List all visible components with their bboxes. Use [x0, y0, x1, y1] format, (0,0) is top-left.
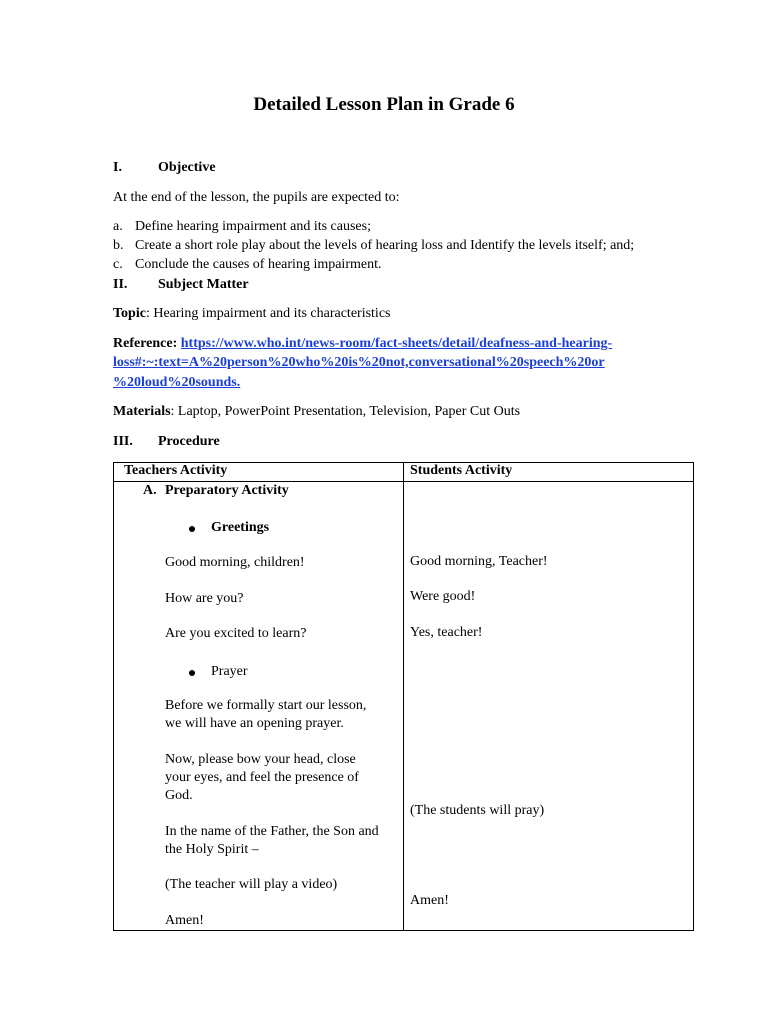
reference-link[interactable]: https://www.who.int/news-room/fact-sheets/detail/deafness-and-hearing-: [180, 336, 613, 351]
teacher-line: Amen!: [165, 913, 204, 928]
objective-item: Define hearing impairment and its causes;: [135, 219, 371, 234]
teacher-line: How are you?: [165, 591, 244, 606]
page-title: Detailed Lesson Plan in Grade 6: [253, 94, 515, 115]
section-marker: A.: [143, 483, 157, 498]
materials-value: : Laptop, PowerPoint Presentation, Television, Paper Cut Outs: [170, 404, 521, 419]
teacher-activity-cell: [114, 482, 404, 931]
section-heading-subject-matter: Subject Matter: [158, 277, 249, 292]
section-title: Preparatory Activity: [165, 483, 289, 498]
objective-item: Conclude the causes of hearing impairment.: [135, 257, 382, 272]
procedure-table: [113, 462, 694, 931]
teacher-line: Before we formally start our lesson,: [165, 698, 367, 713]
topic-value: : Hearing impairment and its characteristics: [145, 306, 391, 321]
teacher-line: In the name of the Father, the Son and: [165, 824, 379, 839]
teacher-line: Now, please bow your head, close: [165, 752, 356, 767]
student-line: Good morning, Teacher!: [410, 554, 548, 569]
reference-link[interactable]: %20loud%20sounds.: [113, 375, 241, 390]
student-line: (The students will pray): [410, 803, 545, 818]
section-heading-objective: Objective: [158, 160, 216, 175]
section-numeral-objective: I.: [113, 160, 122, 175]
section-numeral-procedure: III.: [113, 434, 133, 449]
topic-line: [113, 306, 390, 322]
objective-intro: At the end of the lesson, the pupils are expected to:: [113, 190, 400, 205]
objective-marker: c.: [113, 257, 123, 272]
reference-label: Reference:: [113, 336, 178, 351]
bullet-icon: [189, 670, 195, 676]
teacher-line: (The teacher will play a video): [165, 877, 338, 892]
objective-marker: b.: [113, 238, 124, 253]
student-line: Yes, teacher!: [410, 625, 483, 640]
reference-line-1: [113, 336, 612, 352]
student-line: Amen!: [410, 893, 449, 908]
section-heading-procedure: Procedure: [158, 434, 220, 449]
teacher-line: your eyes, and feel the presence of: [165, 770, 359, 785]
bullet-prayer: Prayer: [211, 664, 248, 679]
bullet-greetings: Greetings: [211, 520, 270, 535]
student-activity-cell: [404, 482, 694, 931]
reference-link[interactable]: loss#:~:text=A%20person%20who%20is%20not,conversational%20speech%20or: [113, 355, 605, 370]
teacher-line: Are you excited to learn?: [165, 626, 307, 641]
teacher-line: we will have an opening prayer.: [165, 716, 344, 731]
section-numeral-subject-matter: II.: [113, 277, 128, 292]
bullet-icon: [189, 526, 195, 532]
student-column-header: Students Activity: [404, 463, 694, 482]
teacher-line: Good morning, children!: [165, 555, 305, 570]
teacher-column-header: Teachers Activity: [114, 463, 404, 482]
objective-item: Create a short role play about the levels of hearing loss and Identify the levels itself; and;: [135, 238, 635, 253]
teacher-line: God.: [165, 788, 193, 803]
materials-label: Materials: [113, 404, 171, 419]
topic-label: Topic: [113, 306, 146, 321]
materials-line: [113, 404, 520, 420]
objective-marker: a.: [113, 219, 123, 234]
teacher-line: the Holy Spirit –: [165, 842, 259, 857]
student-line: Were good!: [410, 589, 476, 604]
